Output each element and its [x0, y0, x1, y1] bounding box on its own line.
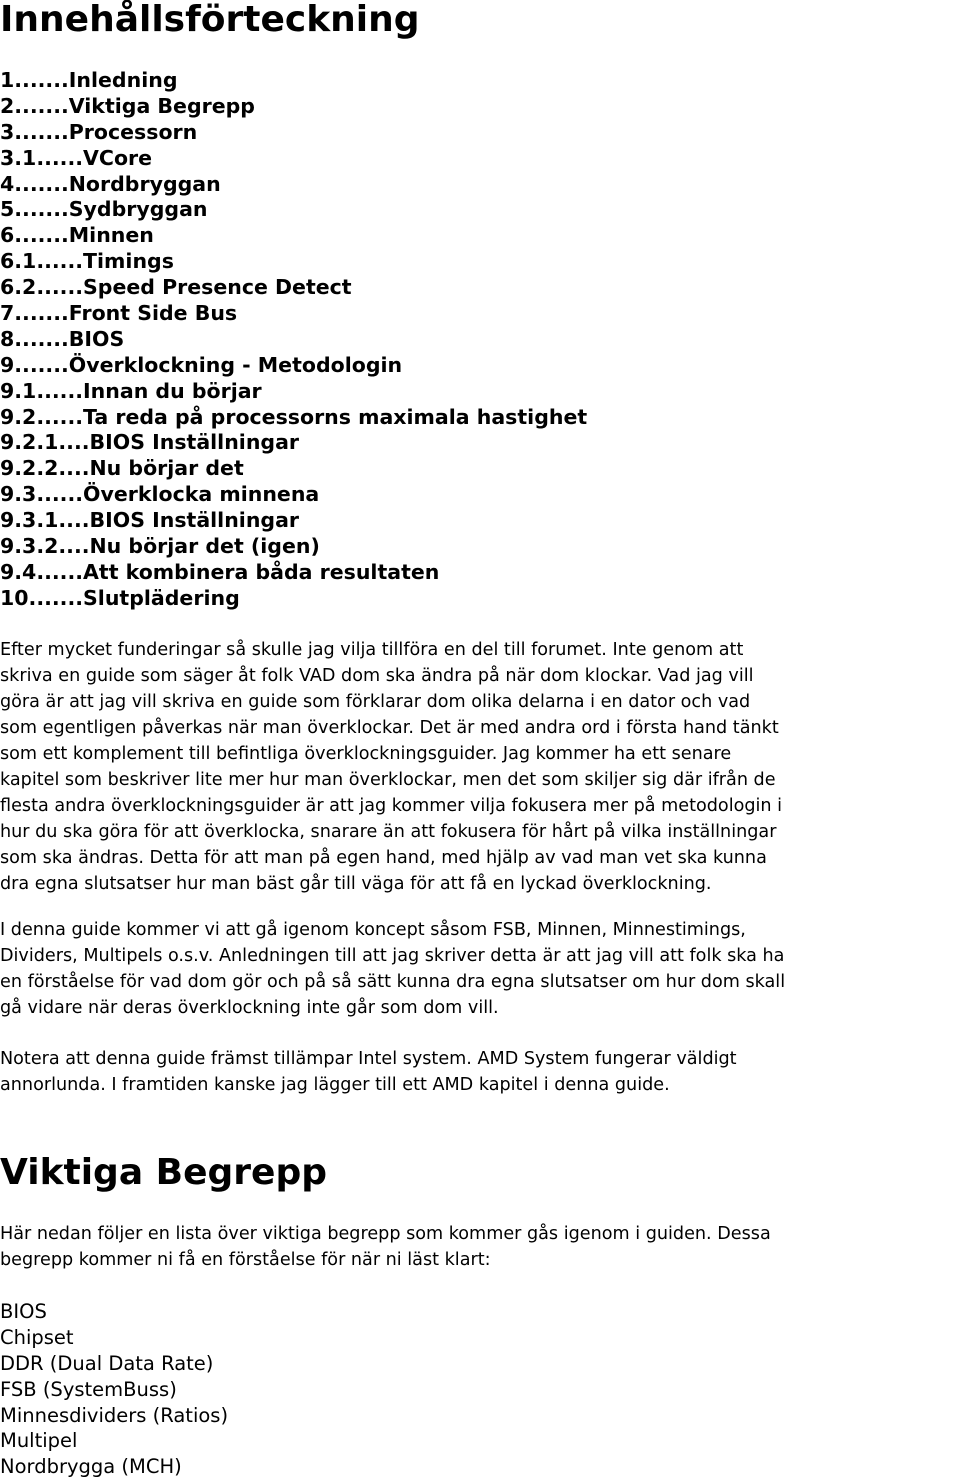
toc-entry: 9.3.2....Nu börjar det (igen)	[0, 534, 320, 559]
term-list	[0, 1299, 228, 1480]
term-item: Nordbrygga (MCH)	[0, 1455, 182, 1479]
toc-entry: 9.2.1....BIOS Inställningar	[0, 430, 300, 455]
text-line: en förståelse för vad dom gör och på så sätt kunna dra egna slutsatser om hur dom skall	[0, 972, 786, 992]
text-line: Här nedan följer en lista över viktiga begrepp som kommer gås igenom i guiden. Dessa	[0, 1224, 771, 1244]
text-line: göra är att jag vill skriva en guide som förklarar dom olika delarna i en dator och vad	[0, 692, 751, 712]
toc-entry: 6.1......Timings	[0, 249, 174, 274]
toc-heading: Innehållsförteckning	[0, 0, 420, 40]
section-intro-paragraph	[0, 1221, 960, 1273]
toc-entry: 9.2......Ta reda på processorns maximala hastighet	[0, 404, 588, 429]
toc-entry: 4.......Nordbryggan	[0, 171, 221, 196]
toc-entry: 9.4......Att kombinera båda resultaten	[0, 559, 440, 584]
text-line: som ska ändras. Detta för att man på egen hand, med hjälp av vad man vet ska kunna	[0, 848, 767, 868]
term-item: Minnesdividers (Ratios)	[0, 1403, 229, 1427]
toc-entry: 8.......BIOS	[0, 326, 125, 351]
text-line: dra egna slutsatser hur man bäst går till väga för att få en lyckad överklockning.	[0, 874, 712, 894]
toc-entry: 6.......Minnen	[0, 223, 154, 248]
note-paragraph	[0, 1046, 960, 1098]
term-item: FSB (SystemBuss)	[0, 1377, 177, 1401]
text-line: Notera att denna guide främst tillämpar Intel system. AMD System fungerar väldigt	[0, 1049, 737, 1069]
intro-paragraph	[0, 637, 960, 897]
table-of-contents	[0, 67, 587, 611]
text-line: som egentligen påverkas när man överklockar. Det är med andra ord i första hand tänkt	[0, 718, 779, 738]
toc-entry: 6.2......Speed Presence Detect	[0, 275, 352, 300]
text-line: begrepp kommer ni få en förståelse för när ni läst klart:	[0, 1250, 491, 1270]
toc-entry: 2.......Viktiga Begrepp	[0, 93, 255, 118]
text-line: Efter mycket funderingar så skulle jag vilja tillföra en del till forumet. Inte genom att	[0, 640, 744, 660]
toc-entry: 9.3......Överklocka minnena	[0, 482, 320, 507]
toc-entry: 7.......Front Side Bus	[0, 301, 238, 326]
text-line: flesta andra överklockningsguider är att jag kommer vilja fokusera mer på metodologin i	[0, 796, 783, 816]
text-line: kapitel som beskriver lite mer hur man överklockar, men det som skiljer sig där ifrån de	[0, 770, 776, 790]
text-line: gå vidare när deras överklockning inte går som dom vill.	[0, 998, 499, 1018]
text-line: skriva en guide som säger åt folk VAD dom ska ändra på när dom klockar. Vad jag vill	[0, 666, 754, 686]
toc-entry: 9.1......Innan du börjar	[0, 378, 262, 403]
text-line: I denna guide kommer vi att gå igenom koncept såsom FSB, Minnen, Minnestimings,	[0, 920, 746, 940]
text-line: som ett komplement till befintliga överklockningsguider. Jag kommer ha ett senare	[0, 744, 732, 764]
toc-entry: 3.1......VCore	[0, 145, 153, 170]
text-line: hur du ska göra för att överklocka, snarare än att fokusera för hårt på vilka inställningar	[0, 822, 777, 842]
term-item: BIOS	[0, 1300, 47, 1323]
term-item: Multipel	[0, 1429, 78, 1453]
term-item: Chipset	[0, 1325, 74, 1349]
toc-entry: 1.......Inledning	[0, 68, 178, 92]
toc-entry: 5.......Sydbryggan	[0, 197, 208, 222]
toc-entry: 10.......Slutplädering	[0, 585, 240, 610]
text-line: annorlunda. I framtiden kanske jag lägger till ett AMD kapitel i denna guide.	[0, 1075, 670, 1095]
toc-entry: 9.3.1....BIOS Inställningar	[0, 508, 300, 533]
section-heading: Viktiga Begrepp	[0, 1152, 327, 1193]
toc-entry: 9.2.2....Nu börjar det	[0, 456, 244, 481]
concepts-paragraph	[0, 917, 960, 1021]
toc-entry: 9.......Överklockning - Metodologin	[0, 352, 403, 377]
term-item: DDR (Dual Data Rate)	[0, 1351, 214, 1375]
text-line: Dividers, Multipels o.s.v. Anledningen till att jag skriver detta är att jag vill att folk ska ha	[0, 946, 785, 966]
toc-entry: 3.......Processorn	[0, 119, 198, 144]
